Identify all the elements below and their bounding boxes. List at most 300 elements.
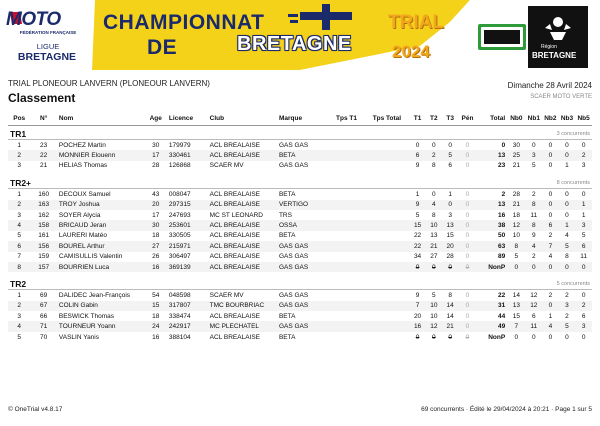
table-cell (371, 140, 410, 151)
table-cell: 4 (548, 253, 553, 261)
table-cell: NonP (488, 333, 506, 341)
category-count: 5 concurrents (556, 280, 590, 287)
table-cell: 4 (526, 241, 543, 251)
table-cell: 16 (152, 333, 160, 341)
table-cell (371, 161, 410, 171)
region-logo-word: Région (541, 44, 557, 50)
table-cell: 6 (575, 241, 592, 251)
column-header: Nb5 (575, 112, 592, 126)
table-cell: 0 (432, 333, 436, 341)
table-cell: 12 (507, 220, 525, 230)
column-header: T3 (442, 112, 458, 126)
table-cell: 3 (17, 312, 22, 320)
column-header: Licence (167, 112, 208, 126)
table-cell: 25 (507, 150, 525, 160)
table-cell: 157 (30, 262, 56, 272)
table-cell: 0 (501, 141, 506, 149)
table-cell: 21 (426, 241, 442, 251)
table-cell: 7 (17, 253, 22, 261)
table-cell: 17 (152, 211, 160, 219)
table-cell: 0 (526, 262, 543, 272)
footer-summary: 69 concurrents · Édité le 29/04/2024 à 20:21 · Page 1 sur 5 (421, 406, 592, 413)
table-cell: 0 (442, 200, 458, 210)
table-cell: 5 (442, 150, 458, 160)
table-cell: 0 (514, 333, 519, 341)
table-cell: 5 (559, 321, 576, 331)
table-cell: 297315 (167, 200, 208, 210)
table-cell (334, 241, 371, 251)
table-cell: 14 (446, 312, 454, 320)
region-logo-name: BRETAGNE (532, 51, 577, 60)
table-cell (371, 252, 410, 262)
table-cell: 0 (458, 301, 476, 311)
table-cell: 4 (565, 232, 569, 240)
table-cell: 3 (448, 211, 452, 219)
table-row (8, 262, 592, 272)
table-cell: 2 (531, 190, 536, 198)
event-banner (0, 0, 600, 70)
table-cell (334, 321, 371, 331)
table-cell: BETA (278, 312, 296, 320)
banner-trial-word: TRIAL (388, 12, 444, 33)
table-cell: 160 (38, 190, 50, 198)
table-cell: 2 (548, 232, 553, 240)
table-cell: 215971 (167, 241, 208, 251)
table-cell: 0 (548, 162, 553, 170)
banner-title-bretagne: BRETAGNE (237, 33, 352, 55)
table-cell: 8 (432, 211, 436, 219)
table-cell (371, 200, 410, 210)
table-cell: 008047 (168, 190, 191, 198)
table-cell: 13 (430, 232, 438, 240)
table-cell: BETA (278, 333, 296, 341)
table-cell: GAS GAS (278, 162, 309, 170)
table-cell: 0 (565, 333, 569, 341)
table-cell: 1 (575, 200, 592, 210)
table-cell: 67 (30, 301, 56, 311)
table-cell: 0 (465, 232, 470, 240)
banner-title-de: DE (147, 36, 178, 59)
table-cell: 1 (559, 220, 576, 230)
table-cell: 17 (145, 150, 167, 160)
table-cell: 1 (565, 162, 569, 170)
table-cell: 4 (8, 321, 30, 331)
table-cell (334, 262, 371, 272)
table-cell (371, 220, 410, 230)
table-cell: 4 (8, 220, 30, 230)
table-cell: ACL BREALAISE (208, 150, 277, 160)
category-name: TR1 (10, 128, 27, 139)
table-cell: 49 (477, 321, 508, 331)
table-cell: 369139 (167, 262, 208, 272)
ffm-logo-ligue: LIGUE (36, 42, 60, 51)
table-cell: 71 (30, 321, 56, 331)
table-cell: 54 (152, 291, 160, 299)
table-row (8, 290, 592, 301)
table-cell: 26 (152, 253, 160, 261)
column-header: Total (477, 112, 508, 126)
table-cell: 22 (30, 150, 56, 160)
table-cell: TRS (278, 211, 292, 219)
table-cell: DECOUX Samuel (58, 190, 111, 198)
table-row (8, 332, 592, 342)
table-cell: 5 (559, 241, 576, 251)
table-cell: ACL BREALAISE (209, 312, 261, 320)
table-row (8, 189, 592, 200)
table-cell: 0 (458, 241, 476, 251)
table-cell: HELIAS Thomas (58, 162, 108, 170)
results-table (8, 112, 592, 342)
table-cell: GAS GAS (278, 141, 309, 149)
table-cell: ACL BREALAISE (208, 200, 277, 210)
table-cell: 18 (152, 232, 160, 240)
table-cell: 0 (458, 220, 476, 230)
table-cell: 10 (512, 232, 520, 240)
banner-title-championnat: CHAMPIONNAT (103, 11, 265, 34)
table-cell: 8 (565, 253, 569, 261)
column-header: Age (145, 112, 167, 126)
table-cell: 5 (17, 232, 22, 240)
table-cell: 3 (575, 220, 592, 230)
table-cell: 69 (40, 291, 48, 299)
category-header-row (8, 175, 592, 188)
column-header: N° (30, 112, 56, 126)
table-cell: BETA (278, 232, 296, 240)
table-cell: BRICAUD Jeran (57, 220, 145, 230)
table-cell: 66 (40, 312, 48, 320)
table-cell: GAS GAS (277, 262, 334, 272)
table-cell: 0 (581, 190, 586, 198)
table-cell: 0 (575, 262, 592, 272)
table-cell: BETA (278, 190, 296, 198)
table-cell: 0 (531, 141, 536, 149)
table-cell: 0 (507, 262, 525, 272)
table-cell: 9 (409, 200, 425, 210)
table-cell: 0 (548, 211, 553, 219)
table-cell: 0 (581, 141, 586, 149)
table-row (8, 210, 592, 220)
table-cell (334, 290, 371, 301)
table-cell: 15 (145, 301, 167, 311)
table-cell: 6 (448, 162, 452, 170)
table-cell: 2 (575, 301, 592, 311)
table-cell: OSSA (277, 220, 334, 230)
table-cell: 0 (581, 291, 586, 299)
table-cell: GAS GAS (278, 291, 309, 299)
column-header: Marque (277, 112, 334, 126)
table-cell: 2 (565, 312, 569, 320)
table-row (8, 321, 592, 331)
table-cell (371, 210, 410, 220)
table-cell: 158 (30, 220, 56, 230)
table-cell: 0 (465, 162, 470, 170)
table-cell: 0 (458, 200, 476, 210)
table-cell (371, 241, 410, 251)
table-cell: 330505 (168, 232, 191, 240)
category-header-row (8, 126, 592, 140)
table-row (8, 150, 592, 160)
table-cell: 0 (415, 333, 420, 341)
table-cell: ACL BREALAISE (209, 232, 261, 240)
table-cell: 18 (152, 312, 160, 320)
table-cell: 21 (442, 321, 458, 331)
table-cell: 16 (497, 211, 506, 219)
table-cell: 30 (152, 141, 160, 149)
table-cell: 70 (40, 333, 48, 341)
table-cell: 31 (477, 301, 508, 311)
table-cell: COLIN Gabin (57, 301, 145, 311)
table-cell: 3 (559, 301, 576, 311)
table-cell: 11 (580, 253, 587, 261)
table-cell: 23 (497, 162, 506, 170)
table-cell: 1 (581, 211, 586, 219)
table-cell (371, 301, 410, 311)
table-cell (334, 301, 371, 311)
table-cell: 27 (145, 241, 167, 251)
column-header: Nb0 (507, 112, 525, 126)
table-cell: 15 (512, 312, 520, 320)
table-row (8, 161, 592, 171)
table-cell: 2 (501, 190, 506, 198)
table-cell: 179979 (168, 141, 191, 149)
table-row (8, 231, 592, 241)
table-cell: 8 (8, 262, 30, 272)
table-cell: 5 (17, 333, 22, 341)
table-cell: 0 (542, 301, 559, 311)
table-cell: 28 (446, 253, 454, 261)
table-cell: 43 (152, 190, 160, 198)
table-cell: 5 (514, 253, 519, 261)
event-name: TRIAL PLONEOUR LANVERN (PLONEOUR LANVERN) (8, 79, 210, 88)
table-cell: 3 (581, 162, 586, 170)
column-header: T2 (426, 112, 442, 126)
table-cell: 89 (497, 253, 506, 261)
table-cell: 0 (565, 190, 569, 198)
table-cell: 6 (409, 150, 425, 160)
table-cell: 28 (512, 190, 520, 198)
table-cell (334, 311, 371, 321)
table-cell: 9 (415, 162, 420, 170)
table-cell: VASLIN Yanis (58, 333, 99, 341)
table-cell: MC PLECHATEL (208, 321, 277, 331)
table-cell: 9 (531, 232, 536, 240)
category-count: 8 concurrents (556, 179, 590, 186)
table-cell: 50 (497, 232, 506, 240)
table-cell: 247693 (168, 211, 191, 219)
table-cell: 21 (512, 162, 520, 170)
table-cell (371, 189, 410, 200)
table-cell: 0 (432, 190, 436, 198)
table-cell: 0 (548, 190, 553, 198)
table-cell: MC ST LEONARD (209, 211, 264, 219)
table-cell: 18 (512, 211, 520, 219)
table-cell: 6 (542, 220, 559, 230)
results-body (8, 126, 592, 343)
table-cell: 242917 (167, 321, 208, 331)
table-cell (334, 332, 371, 342)
table-cell: BESWICK Thomas (58, 312, 115, 320)
table-cell: 0 (426, 262, 442, 272)
table-cell: 4 (426, 200, 442, 210)
table-cell: 11 (526, 321, 543, 331)
table-cell: 12 (526, 301, 543, 311)
table-cell: 0 (409, 262, 425, 272)
page-title: Classement (8, 91, 76, 105)
table-cell: 0 (465, 253, 470, 261)
table-cell: 162 (38, 211, 50, 219)
column-header: Nom (57, 112, 145, 126)
table-cell: SCAER MV (209, 291, 244, 299)
column-header: T1 (409, 112, 425, 126)
table-cell: 0 (465, 312, 470, 320)
table-cell: 388104 (168, 333, 191, 341)
table-cell: 163 (30, 200, 56, 210)
table-cell: ACL BREALAISE (209, 333, 261, 341)
table-cell: MONNIER Elouenn (57, 150, 145, 160)
table-cell: 0 (465, 141, 470, 149)
table-cell: 8 (432, 162, 436, 170)
table-row (8, 220, 592, 230)
category-count: 3 concurrents (556, 130, 590, 137)
table-cell: 7 (409, 301, 425, 311)
table-row (8, 311, 592, 321)
table-cell: BOURRIEN Luca (57, 262, 145, 272)
table-cell (371, 332, 410, 342)
table-cell: 0 (531, 333, 536, 341)
table-cell: SCAER MV (209, 162, 244, 170)
table-cell: 44 (497, 312, 506, 320)
table-cell (334, 150, 371, 160)
table-cell: 22 (497, 291, 506, 299)
table-cell: 15 (446, 232, 454, 240)
table-cell: BOUREL Arthur (57, 241, 145, 251)
event-header (8, 79, 592, 115)
table-cell: 23 (40, 141, 48, 149)
table-cell: 317807 (167, 301, 208, 311)
table-cell (334, 161, 371, 171)
table-cell: GAS GAS (277, 321, 334, 331)
table-cell: 21 (507, 200, 525, 210)
table-cell: 0 (448, 141, 452, 149)
table-cell: 0 (565, 211, 569, 219)
table-cell (334, 189, 371, 200)
table-cell: ACL BREALAISE (208, 241, 277, 251)
table-cell: 8 (507, 241, 525, 251)
table-cell: 10 (426, 220, 442, 230)
table-cell: 21 (40, 162, 48, 170)
table-cell: 8 (526, 200, 543, 210)
table-cell: 12 (530, 291, 538, 299)
column-header: Nb2 (542, 112, 559, 126)
table-cell: 2 (426, 150, 442, 160)
table-cell: 7 (507, 321, 525, 331)
table-cell: 0 (542, 262, 559, 272)
table-cell: 0 (458, 150, 476, 160)
table-cell: 0 (542, 200, 559, 210)
table-cell: LAURERI Matéo (58, 232, 107, 240)
table-cell: 20 (442, 241, 458, 251)
table-row (8, 252, 592, 262)
table-cell: 0 (415, 141, 420, 149)
table-cell: 0 (458, 321, 476, 331)
table-cell (334, 200, 371, 210)
table-cell: 0 (559, 150, 576, 160)
ffm-logo-moto: MOTO (6, 9, 61, 30)
table-cell: TROY Joshua (57, 200, 145, 210)
table-cell: 13 (507, 301, 525, 311)
table-cell: 1 (17, 190, 22, 198)
column-header: Tps Total (371, 112, 410, 126)
table-cell: 253601 (167, 220, 208, 230)
table-cell: 22 (413, 232, 422, 240)
table-cell: 0 (442, 262, 458, 272)
table-cell: 15 (409, 220, 425, 230)
table-cell: 63 (477, 241, 508, 251)
table-cell: 3 (17, 162, 22, 170)
table-cell: 0 (542, 150, 559, 160)
table-cell: 22 (409, 241, 425, 251)
table-cell: 16 (145, 262, 167, 272)
table-cell: SOYER Alycia (58, 211, 101, 219)
table-cell: 30 (512, 141, 520, 149)
table-cell: 7 (542, 241, 559, 251)
column-header: Pén (458, 112, 476, 126)
table-cell: 2 (575, 150, 592, 160)
table-cell: 8 (448, 291, 452, 299)
table-cell: 3 (17, 211, 22, 219)
table-cell: 0 (448, 333, 452, 341)
table-cell: 28 (152, 162, 160, 170)
table-cell: 0 (432, 141, 436, 149)
table-row (8, 301, 592, 311)
table-cell: 330461 (167, 150, 208, 160)
table-cell (371, 231, 410, 241)
table-cell: 11 (530, 211, 538, 219)
table-cell (334, 231, 371, 241)
table-row (8, 140, 592, 151)
category-header-row (8, 276, 592, 289)
table-cell: CAMISULLIS Valentin (58, 253, 123, 261)
table-cell (371, 321, 410, 331)
table-cell: 6 (581, 312, 586, 320)
table-cell: 048598 (168, 291, 191, 299)
table-cell: 0 (465, 211, 470, 219)
table-cell (371, 311, 410, 321)
table-cell: 6 (8, 241, 30, 251)
table-cell: ACL BREALAISE (208, 220, 277, 230)
table-cell: 161 (38, 232, 50, 240)
table-cell: BETA (277, 150, 334, 160)
table-cell (334, 210, 371, 220)
table-cell (371, 290, 410, 301)
table-cell: 30 (145, 220, 167, 230)
table-cell: GAS GAS (277, 241, 334, 251)
table-cell: 0 (548, 333, 553, 341)
table-cell: 5 (432, 291, 436, 299)
table-cell: 9 (415, 291, 420, 299)
table-cell: 12 (426, 321, 442, 331)
table-cell: 38 (477, 220, 508, 230)
table-cell: ACL BREALAISE (208, 262, 277, 272)
column-header: Club (208, 112, 277, 126)
table-cell: 2 (8, 150, 30, 160)
column-header: Tps T1 (334, 112, 371, 126)
table-cell: 0 (581, 333, 586, 341)
table-cell: DALIDEC Jean-François (58, 291, 131, 299)
table-cell: 1 (17, 141, 22, 149)
table-cell: 0 (465, 291, 470, 299)
category-name: TR2+ (10, 177, 32, 188)
